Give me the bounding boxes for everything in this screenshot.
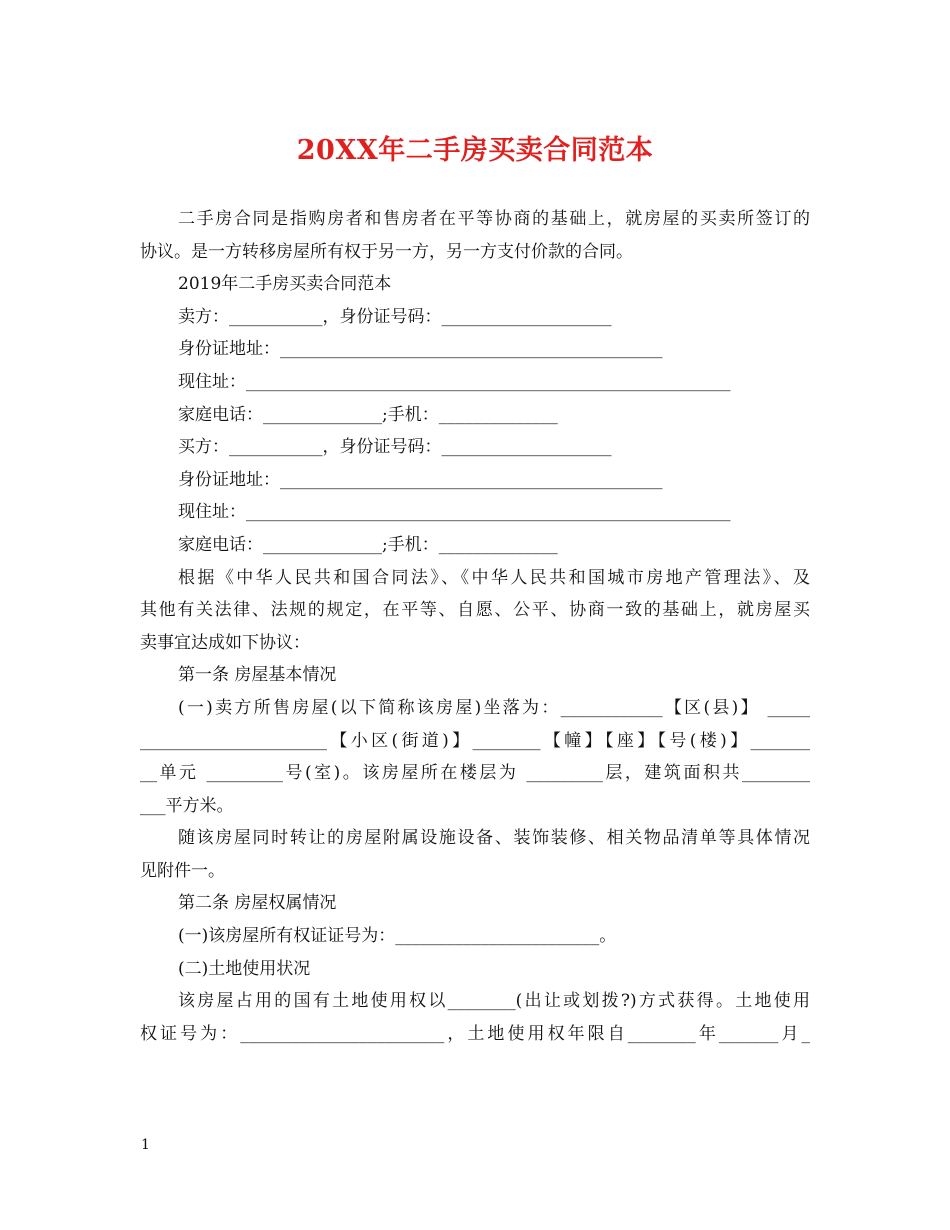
article-2-heading: 第二条 房屋权属情况 <box>178 893 337 914</box>
subtitle-line: 2019年二手房买卖合同范本 <box>178 274 392 295</box>
intro-line-1: 二手房合同是指购房者和售房者在平等协商的基础上，就房屋的买卖所签订的 <box>178 209 810 229</box>
seller-current-address-line: 现住址：_________________________________________________________ <box>178 371 731 392</box>
legal-basis-line-1: 根据《中华人民共和国合同法》、《中华人民共和国城市房地产管理法》、及 <box>178 567 810 588</box>
attachment-line-1: 随该房屋同时转让的房屋附属设施设备、装饰装修、相关物品清单等具体情况 <box>178 828 810 849</box>
article-1-line-2: ______________________【小区(街道)】________【幢】【座】【号(楼)】_______ <box>140 730 810 751</box>
land-use-line-2: 权证号为：________________________，土地使用权年限自________年_______月_ <box>140 1023 810 1044</box>
buyer-phone-line: 家庭电话：______________;手机：______________ <box>178 534 558 555</box>
document-title: 20XX年二手房买卖合同范本 <box>296 135 654 166</box>
buyer-id-address-line: 身份证地址：_____________________________________________ <box>178 469 663 490</box>
article-1-line-1: (一)卖方所售房屋(以下简称该房屋)坐落为：____________【区(县)】 _____ <box>178 697 810 718</box>
legal-basis-line-3: 卖事宜达成如下协议： <box>140 632 310 653</box>
page-number: 1 <box>141 1137 150 1153</box>
document-body <box>140 203 810 1050</box>
land-use-heading: (二)土地使用状况 <box>178 958 311 979</box>
seller-name-line: 卖方：___________，身份证号码：____________________ <box>178 306 612 327</box>
buyer-name-line: 买方：___________，身份证号码：____________________ <box>178 437 612 458</box>
attachment-line-2: 见附件一。 <box>140 860 225 881</box>
article-1-line-4: ___平方米。 <box>140 795 234 816</box>
seller-id-address-line: 身份证地址：_____________________________________________ <box>178 339 663 360</box>
legal-basis-line-2: 其他有关法律、法规的规定，在平等、自愿、公平、协商一致的基础上，就房屋买 <box>140 600 810 621</box>
article-1-heading: 第一条 房屋基本情况 <box>178 665 337 686</box>
article-1-line-3: __单元 _________号(室)。该房屋所在楼层为 _________层，建筑面积共________ <box>140 763 810 784</box>
buyer-current-address-line: 现住址：_________________________________________________________ <box>178 502 731 523</box>
intro-line-2: 协议。是一方转移房屋所有权于另一方，另一方支付价款的合同。 <box>140 241 633 262</box>
ownership-cert-line: (一)该房屋所有权证证号为：________________________。 <box>178 926 617 947</box>
land-use-line-1: 该房屋占用的国有土地使用权以________(出让或划拨?)方式获得。土地使用 <box>178 991 810 1012</box>
seller-phone-line: 家庭电话：______________;手机：______________ <box>178 404 558 425</box>
